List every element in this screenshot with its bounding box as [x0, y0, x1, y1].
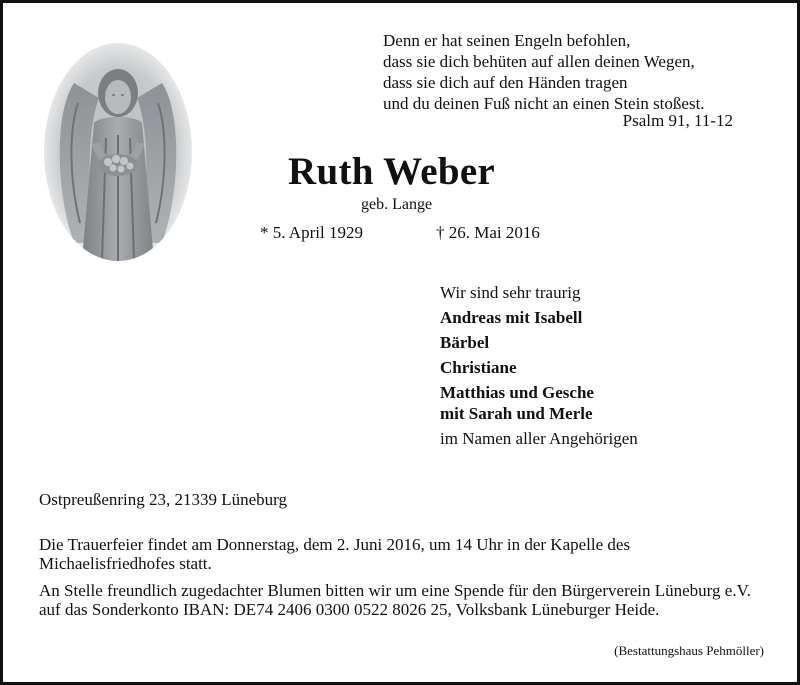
- verse-reference: Psalm 91, 11-12: [622, 111, 733, 130]
- birth-date: * 5. April 1929: [260, 223, 363, 242]
- death-date: † 26. Mai 2016: [436, 223, 540, 242]
- undertaker-credit: (Bestattungshaus Pehmöller): [614, 643, 764, 658]
- family-closing: im Namen aller Angehörigen: [440, 429, 638, 448]
- family-member: Bärbel: [440, 333, 490, 352]
- angel-statue-photo: [44, 43, 192, 261]
- family-intro: Wir sind sehr traurig: [440, 283, 581, 302]
- verse-line: dass sie dich behüten auf allen deinen Wegen,: [383, 52, 695, 71]
- family-member: Matthias und Gesche: [440, 383, 594, 402]
- mourning-address: Ostpreußenring 23, 21339 Lüneburg: [39, 490, 288, 509]
- family-member: Andreas mit Isabell: [440, 308, 583, 327]
- verse-line: dass sie dich auf den Händen tragen: [383, 73, 628, 92]
- family-member: mit Sarah und Merle: [440, 404, 593, 423]
- funeral-info: Die Trauerfeier findet am Donnerstag, dem 2. Juni 2016, um 14 Uhr in der Kapelle des Michaelisfriedhofes statt.: [39, 535, 631, 573]
- family-block: [440, 282, 638, 449]
- donation-info: An Stelle freundlich zugedachter Blumen bitten wir um eine Spende für den Bürgerverein Lüneburg e.V. auf das Sonderkonto IBAN: DE74 2406 0300 0522 8026 25, Volksbank Lüneburger Heide.: [39, 581, 751, 619]
- birth-name: geb. Lange: [361, 196, 433, 213]
- family-member: Christiane: [440, 358, 517, 377]
- verse-line: Denn er hat seinen Engeln befohlen,: [383, 31, 631, 50]
- angel-statue-icon: [44, 43, 192, 261]
- verse-line: und du deinen Fuß nicht an einen Stein stoßest.: [383, 94, 705, 113]
- deceased-name: Ruth Weber: [288, 150, 496, 193]
- bible-verse: [383, 30, 705, 114]
